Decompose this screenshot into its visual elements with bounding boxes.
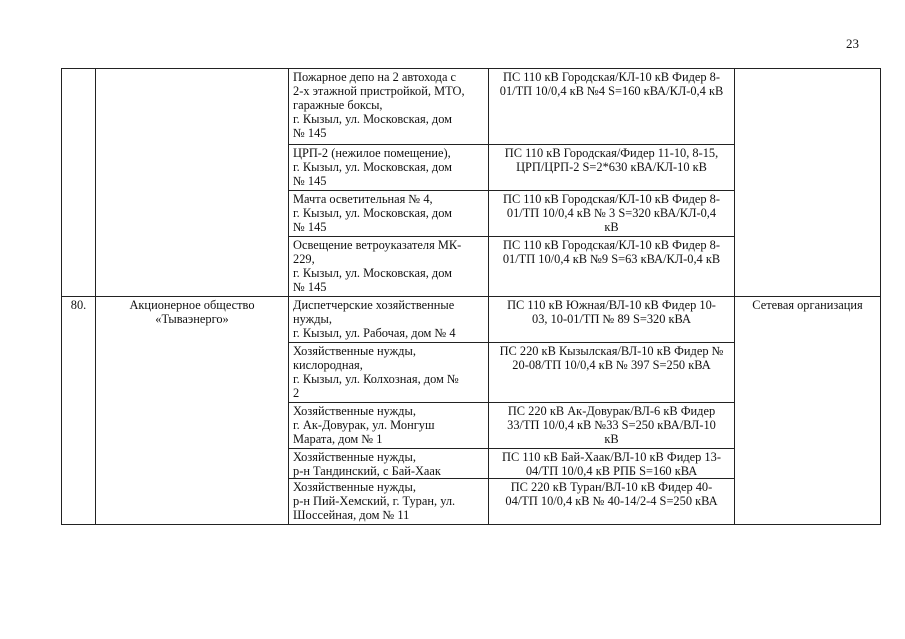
power-source-line: 01/ТП 10/0,4 кВ №4 S=160 кВА/КЛ-0,4 кВ xyxy=(499,84,724,98)
object-line: № 145 xyxy=(293,126,327,140)
power-source-cell xyxy=(489,343,735,403)
object-line: Диспетчерские хозяйственные xyxy=(293,298,455,312)
power-source-line: 04/ТП 10/0,4 кВ № 40-14/2-4 S=250 кВА xyxy=(505,494,718,508)
object-line: Хозяйственные нужды, xyxy=(293,480,416,494)
connection-table xyxy=(61,68,881,525)
object-line: № 145 xyxy=(293,280,327,294)
object-line: г. Кызыл, ул. Московская, дом xyxy=(293,266,453,280)
power-source-line: ПС 110 кВ Южная/ВЛ-10 кВ Фидер 10- xyxy=(507,298,716,312)
power-source-line: ПС 110 кВ Городская/КЛ-10 кВ Фидер 8- xyxy=(503,70,720,84)
object-line: гаражные боксы, xyxy=(293,98,383,112)
object-line: № 145 xyxy=(293,174,327,188)
organization-line: «Тываэнерго» xyxy=(155,312,229,326)
power-source-cell xyxy=(489,191,735,237)
table-row xyxy=(62,69,881,145)
organization-cell xyxy=(96,69,289,297)
power-source-cell xyxy=(489,479,735,525)
object-line: р-н Пий-Хемский, г. Туран, ул. xyxy=(293,494,456,508)
power-source-line: ПС 110 кВ Городская/КЛ-10 кВ Фидер 8- xyxy=(503,192,720,206)
object-line: 2 xyxy=(293,386,300,400)
object-line: г. Кызыл, ул. Рабочая, дом № 4 xyxy=(293,326,456,340)
power-source-line: 33/ТП 10/0,4 кВ №33 S=250 кВА/ВЛ-10 xyxy=(507,418,716,432)
object-line: нужды, xyxy=(293,312,332,326)
object-line: г. Кызыл, ул. Московская, дом xyxy=(293,206,453,220)
table-row xyxy=(62,297,881,343)
power-source-line: ПС 220 кВ Туран/ВЛ-10 кВ Фидер 40- xyxy=(510,480,713,494)
object-cell xyxy=(289,191,489,237)
object-cell xyxy=(289,449,489,479)
power-source-cell xyxy=(489,403,735,449)
object-line: ЦРП-2 (нежилое помещение), xyxy=(293,146,451,160)
power-source-cell xyxy=(489,145,735,191)
page-number: 23 xyxy=(846,36,859,51)
object-line: 2-х этажной пристройкой, МТО, xyxy=(293,84,465,98)
power-source-cell xyxy=(489,69,735,145)
object-line: № 145 xyxy=(293,220,327,234)
object-line: р-н Тандинский, с Бай-Хаак xyxy=(293,464,441,478)
object-cell xyxy=(289,145,489,191)
role-cell xyxy=(735,69,881,297)
object-line: Хозяйственные нужды, xyxy=(293,344,416,358)
power-source-cell xyxy=(489,449,735,479)
power-source-line: 20-08/ТП 10/0,4 кВ № 397 S=250 кВА xyxy=(512,358,711,372)
power-source-cell xyxy=(489,297,735,343)
object-line: Шоссейная, дом № 11 xyxy=(293,508,410,522)
object-line: Мачта осветительная № 4, xyxy=(293,192,433,206)
row-number-cell: 80. xyxy=(62,297,96,525)
object-cell xyxy=(289,343,489,403)
power-source-cell xyxy=(489,237,735,297)
power-source-line: 04/ТП 10/0,4 кВ РПБ S=160 кВА xyxy=(525,464,698,478)
object-line: г. Кызыл, ул. Колхозная, дом № xyxy=(293,372,459,386)
object-line: Марата, дом № 1 xyxy=(293,432,383,446)
object-cell xyxy=(289,297,489,343)
power-source-line: 01/ТП 10/0,4 кВ №9 S=63 кВА/КЛ-0,4 кВ xyxy=(502,252,721,266)
power-source-line: 01/ТП 10/0,4 кВ № 3 S=320 кВА/КЛ-0,4 xyxy=(506,206,717,220)
organization-cell xyxy=(96,297,289,525)
power-source-line: ПС 110 кВ Бай-Хаак/ВЛ-10 кВ Фидер 13- xyxy=(502,450,721,464)
object-line: Хозяйственные нужды, xyxy=(293,404,416,418)
object-line: Освещение ветроуказателя МК- xyxy=(293,238,462,252)
object-cell xyxy=(289,69,489,145)
power-source-line: ПС 220 кВ Ак-Довурак/ВЛ-6 кВ Фидер xyxy=(507,404,716,418)
power-source-line: кВ xyxy=(604,220,619,234)
organization-line: Акционерное общество xyxy=(129,298,255,312)
power-source-line: ЦРП/ЦРП-2 S=2*630 кВА/КЛ-10 кВ xyxy=(516,160,707,174)
power-source-line: ПС 110 кВ Городская/КЛ-10 кВ Фидер 8- xyxy=(503,238,720,252)
object-cell xyxy=(289,479,489,525)
power-source-line: ПС 110 кВ Городская/Фидер 11-10, 8-15, xyxy=(504,146,719,160)
object-cell xyxy=(289,237,489,297)
object-line: 229, xyxy=(293,252,315,266)
object-line: Пожарное депо на 2 автохода с xyxy=(293,70,457,84)
role-cell: Сетевая организация xyxy=(735,297,881,525)
object-line: г. Кызыл, ул. Московская, дом xyxy=(293,112,453,126)
power-source-line: 03, 10-01/ТП № 89 S=320 кВА xyxy=(532,312,691,326)
object-cell xyxy=(289,403,489,449)
object-line: г. Ак-Довурак, ул. Монгуш xyxy=(293,418,435,432)
object-line: кислородная, xyxy=(293,358,363,372)
object-line: Хозяйственные нужды, xyxy=(293,450,416,464)
object-line: г. Кызыл, ул. Московская, дом xyxy=(293,160,453,174)
power-source-line: кВ xyxy=(604,432,619,446)
power-source-line: ПС 220 кВ Кызылская/ВЛ-10 кВ Фидер № xyxy=(499,344,724,358)
row-number-cell xyxy=(62,69,96,297)
